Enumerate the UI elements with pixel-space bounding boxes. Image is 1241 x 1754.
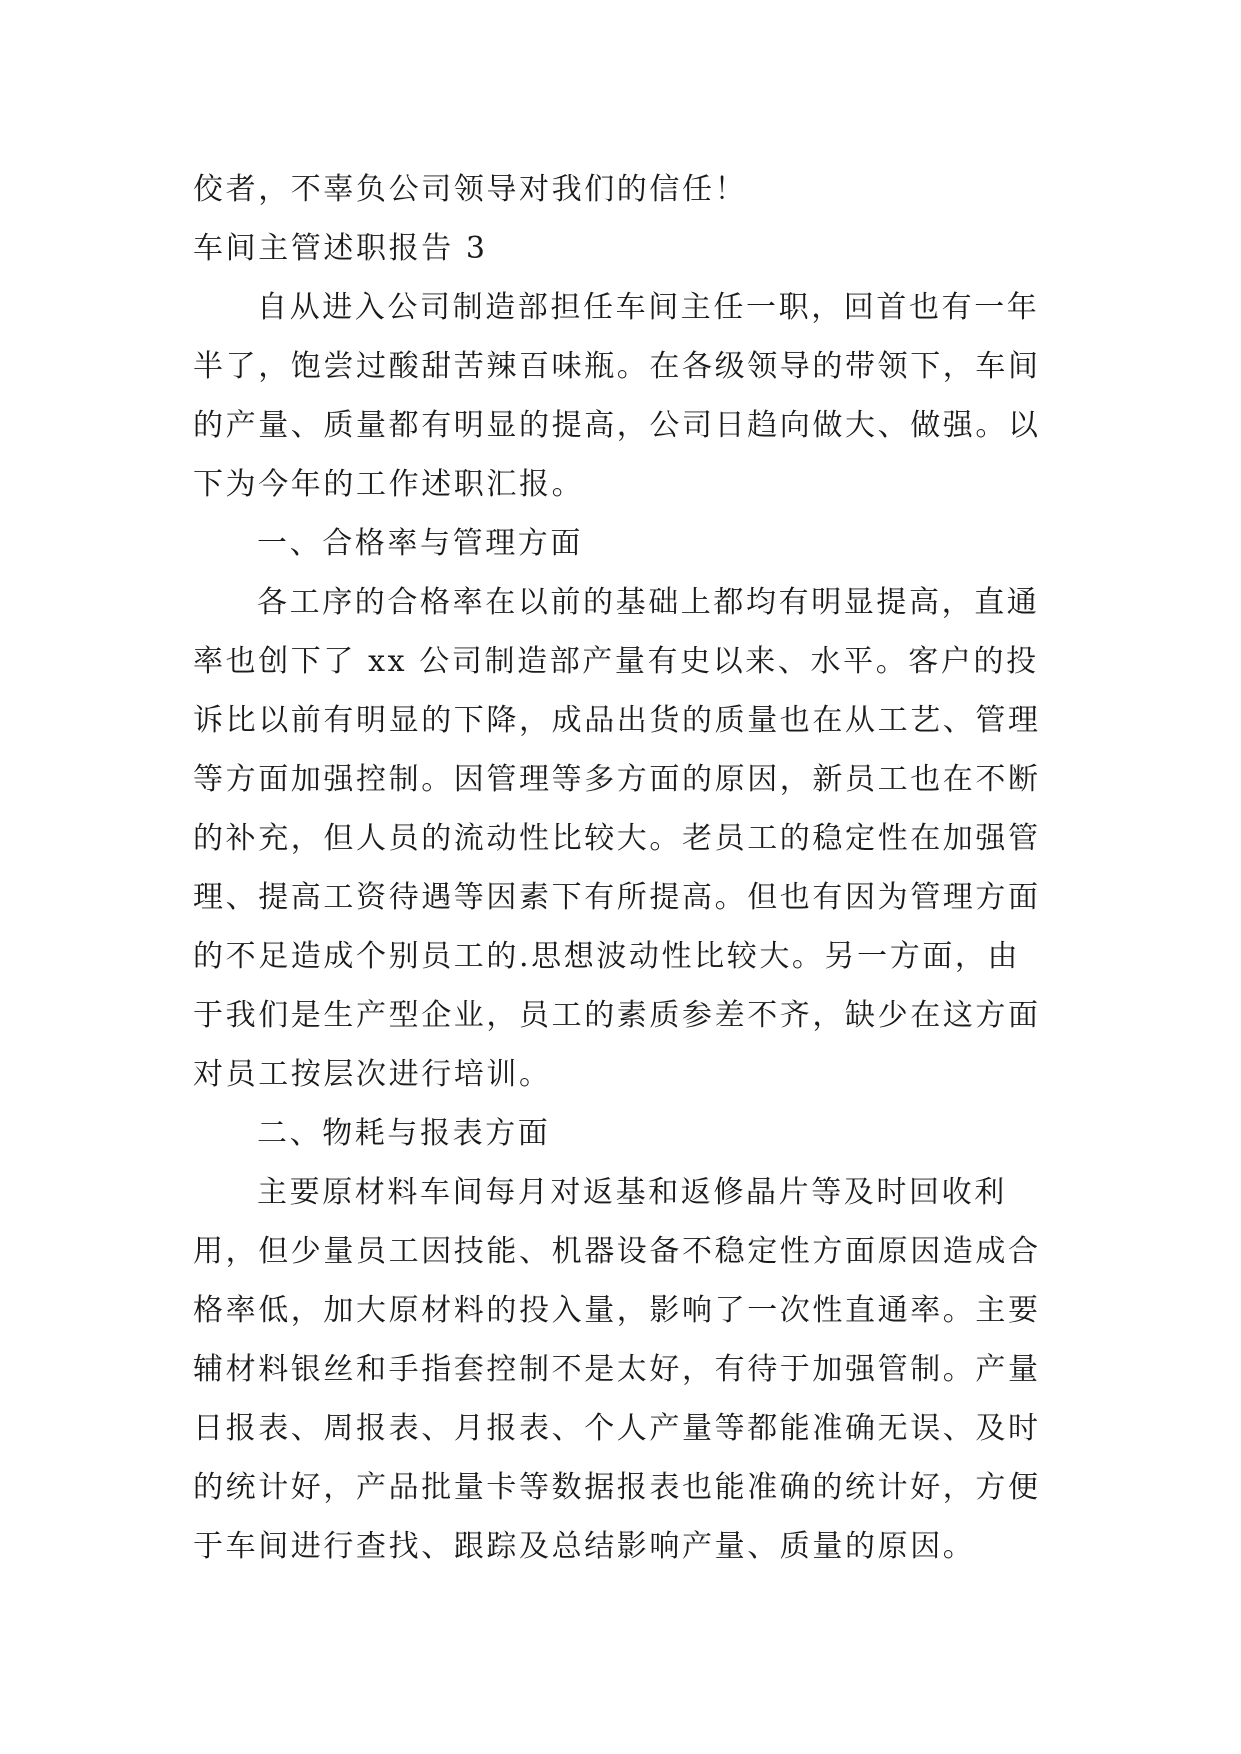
paragraph-line: 日报表、周报表、月报表、个人产量等都能准确无误、及时 xyxy=(193,1411,1041,1446)
document-page xyxy=(193,160,1053,1576)
paragraph-line: 的统计好，产品批量卡等数据报表也能准确的统计好，方便 xyxy=(193,1470,1041,1505)
paragraph-line: 的产量、质量都有明显的提高，公司日趋向做大、做强。以 xyxy=(193,408,1041,443)
section-title: 车间主管述职报告 3 xyxy=(193,231,488,266)
paragraph-line: 辅材料银丝和手指套控制不是太好，有待于加强管制。产量 xyxy=(193,1352,1041,1387)
paragraph-line: 理、提高工资待遇等因素下有所提高。但也有因为管理方面 xyxy=(193,880,1041,915)
text-line: 佼者，不辜负公司领导对我们的信任！ xyxy=(193,172,748,207)
paragraph-line: 用，但少量员工因技能、机器设备不稳定性方面原因造成合 xyxy=(193,1234,1041,1269)
paragraph-line: 自从进入公司制造部担任车间主任一职，回首也有一年 xyxy=(257,290,1040,325)
paragraph-line: 的不足造成个别员工的.思想波动性比较大。另一方面，由 xyxy=(193,939,1021,974)
section-heading: 一、合格率与管理方面 xyxy=(257,526,583,561)
paragraph-line: 的补充，但人员的流动性比较大。老员工的稳定性在加强管 xyxy=(193,821,1041,856)
paragraph-line: 对员工按层次进行培训。 xyxy=(193,1057,552,1092)
paragraph-line: 于我们是生产型企业，员工的素质参差不齐，缺少在这方面 xyxy=(193,998,1041,1033)
section-heading: 二、物耗与报表方面 xyxy=(257,1116,551,1151)
paragraph-line: 各工序的合格率在以前的基础上都均有明显提高，直通 xyxy=(257,585,1040,620)
paragraph-line: 下为今年的工作述职汇报。 xyxy=(193,467,585,502)
paragraph-line: 诉比以前有明显的下降，成品出货的质量也在从工艺、管理 xyxy=(193,703,1041,738)
paragraph-line: 半了，饱尝过酸甜苦辣百味瓶。在各级领导的带领下，车间 xyxy=(193,349,1041,384)
paragraph-line: 主要原材料车间每月对返基和返修晶片等及时回收利 xyxy=(257,1175,1007,1210)
paragraph-line: 于车间进行查找、跟踪及总结影响产量、质量的原因。 xyxy=(193,1529,976,1564)
paragraph-line: 格率低，加大原材料的投入量，影响了一次性直通率。主要 xyxy=(193,1293,1041,1328)
paragraph-line: 率也创下了 xx 公司制造部产量有史以来、水平。客户的投 xyxy=(193,644,1039,679)
paragraph-line: 等方面加强控制。因管理等多方面的原因，新员工也在不断 xyxy=(193,762,1041,797)
